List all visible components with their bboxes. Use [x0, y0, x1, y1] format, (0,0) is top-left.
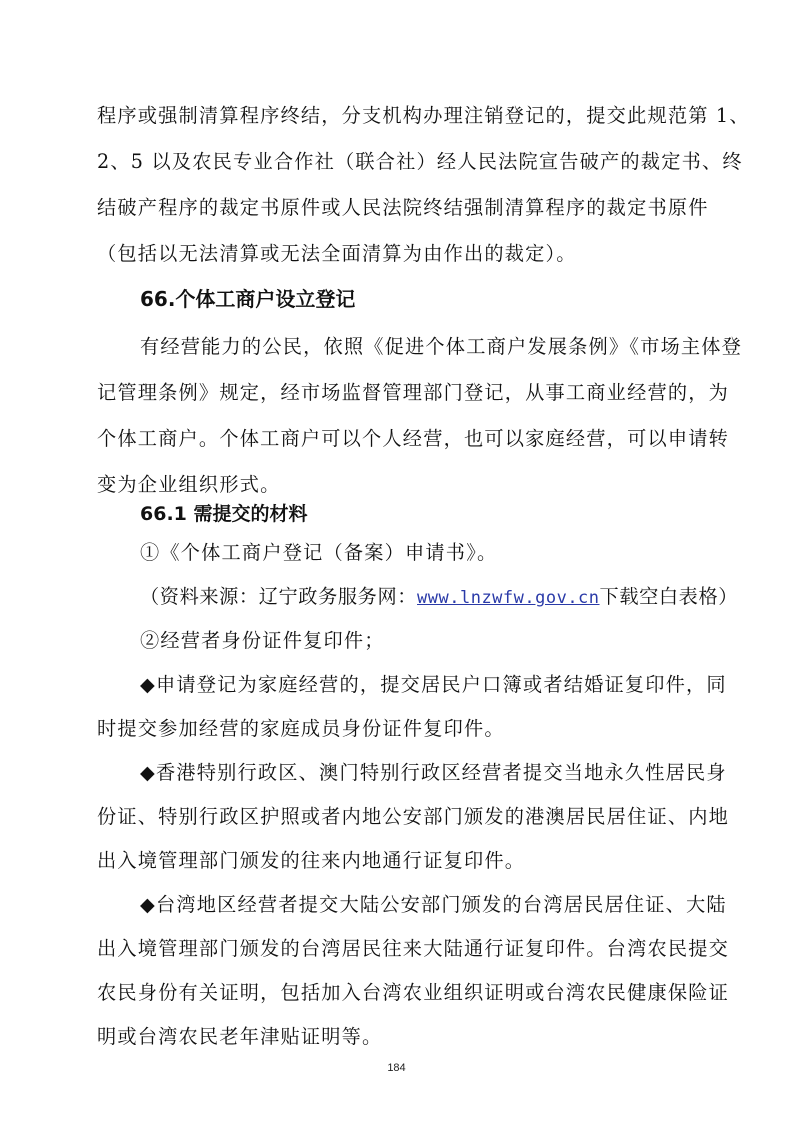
intro-line-3: 结破产程序的裁定书原件或人民法院终结强制清算程序的裁定书原件: [97, 196, 709, 219]
section-heading: 66.个体工商户设立登记: [140, 287, 356, 311]
intro-line-4: （包括以无法清算或无法全面清算为由作出的裁定）。: [97, 242, 577, 265]
page-number: 184: [387, 1062, 406, 1074]
source-note: [140, 584, 739, 611]
source-note-suffix: 下载空白表格）: [599, 585, 739, 608]
bullet-hk-macao-line-1: ◆香港特别行政区、澳门特别行政区经营者提交当地永久性居民身: [140, 761, 727, 784]
source-note-prefix: （资料来源：辽宁政务服务网：: [140, 585, 418, 608]
bullet-family-line-1: ◆申请登记为家庭经营的，提交居民户口簿或者结婚证复印件，同: [140, 673, 727, 696]
definition-line-1: 有经营能力的公民，依照《促进个体工商户发展条例》《市场主体登: [140, 335, 743, 358]
material-item-1: ①《个体工商户登记（备案）申请书》。: [140, 541, 498, 564]
bullet-taiwan-line-2: 出入境管理部门颁发的台湾居民往来大陆通行证复印件。台湾农民提交: [97, 937, 730, 960]
bullet-hk-macao-line-3: 出入境管理部门颁发的往来内地通行证复印件。: [97, 849, 526, 872]
bullet-hk-macao-line-2: 份证、特别行政区护照或者内地公安部门颁发的港澳居民居住证、内地: [97, 805, 730, 828]
bullet-taiwan-line-3: 农民身份有关证明，包括加入台湾农业组织证明或台湾农民健康保险证: [97, 981, 730, 1004]
definition-line-2: 记管理条例》规定，经市场监督管理部门登记，从事工商业经营的，为: [97, 381, 730, 404]
intro-line-2: 2、5 以及农民专业合作社（联合社）经人民法院宣告破产的裁定书、终: [97, 150, 743, 173]
intro-line-1: 程序或强制清算程序终结，分支机构办理注销登记的，提交此规范第 1、: [97, 104, 750, 127]
definition-line-4: 变为企业组织形式。: [97, 473, 281, 496]
bullet-taiwan-line-1: ◆台湾地区经营者提交大陆公安部门颁发的台湾居民居住证、大陆: [140, 893, 727, 916]
bullet-taiwan-line-4: 明或台湾农民老年津贴证明等。: [97, 1025, 383, 1048]
subsection-heading: 66.1 需提交的材料: [140, 503, 308, 525]
definition-line-3: 个体工商户。个体工商户可以个人经营，也可以家庭经营，可以申请转: [97, 427, 730, 450]
website-link[interactable]: www.lnzwfw.gov.cn: [417, 588, 600, 608]
bullet-family-line-2: 时提交参加经营的家庭成员身份证件复印件。: [97, 717, 505, 740]
material-item-2: ②经营者身份证件复印件；: [140, 629, 385, 652]
